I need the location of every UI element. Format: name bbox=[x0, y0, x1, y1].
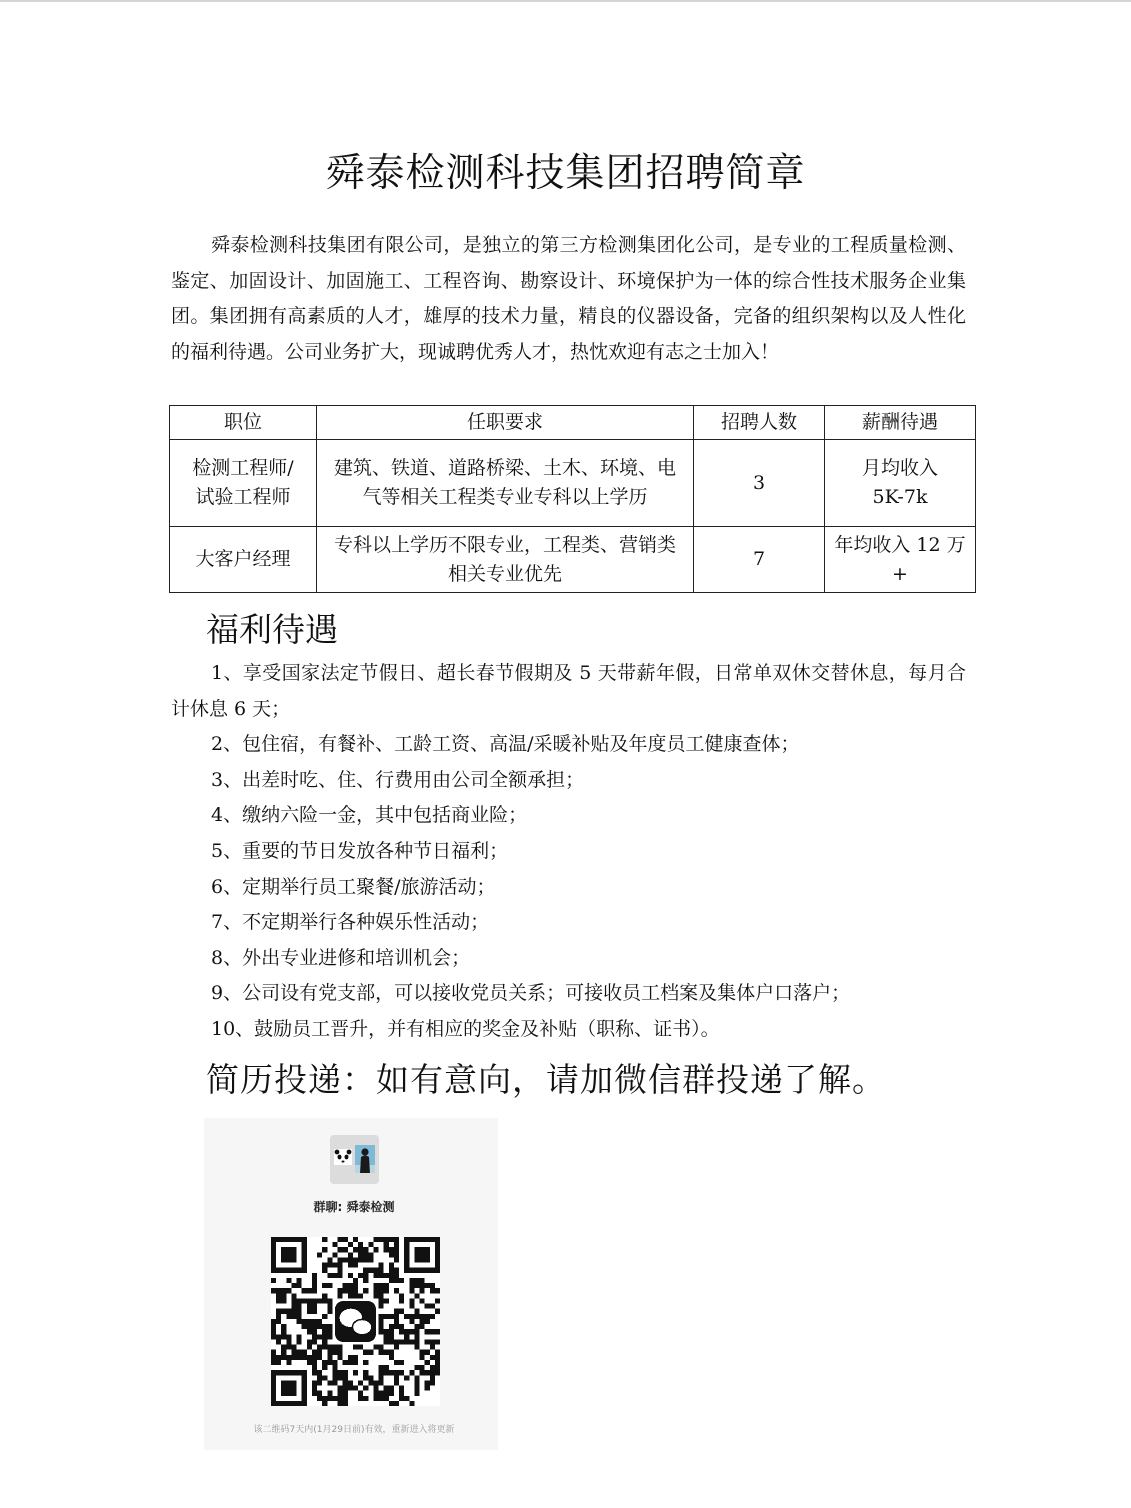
benefit-item: 2、包住宿，有餐补、工龄工资、高温/采暖补贴及年度员工健康查体； bbox=[211, 733, 800, 756]
cell-salary bbox=[825, 527, 976, 593]
qr-code[interactable] bbox=[271, 1237, 440, 1406]
header-position: 职位 bbox=[170, 406, 317, 440]
cell-position bbox=[170, 440, 317, 527]
cell-count: 7 bbox=[694, 527, 825, 593]
group-avatar bbox=[330, 1135, 379, 1184]
benefit-item: 10、鼓励员工晋升，并有相应的奖金及补贴（职称、证书）。 bbox=[211, 1017, 720, 1040]
salary-line: + bbox=[892, 562, 908, 585]
benefit-item: 4、缴纳六险一金，其中包括商业险； bbox=[211, 804, 528, 827]
qr-expiry-note: 该二维码7天内(1月29日前)有效，重新进入将更新 bbox=[253, 1425, 455, 1435]
header-salary: 薪酬待遇 bbox=[825, 406, 976, 440]
benefit-item: 9、公司设有党支部，可以接收党员关系；可接收员工档案及集体户口落户； bbox=[211, 982, 851, 1005]
intro-paragraph: 舜泰检测科技集团有限公司，是独立的第三方检测集团化公司，是专业的工程质量检测、鉴定、加固设计、加固施工、工程咨询、勘察设计、环境保护为一体的综合性技术服务企业集团。集团拥有高素质的人才，雄厚的技术力量，精良的仪器设备，完备的组织架构以及人性化的福利待遇。公司业务扩大，现诚聘优秀人才，热忱欢迎有志之士加入！ bbox=[171, 234, 966, 363]
benefit-item: 3、出差时吃、住、行费用由公司全额承担； bbox=[211, 768, 585, 791]
panda-icon bbox=[334, 1149, 352, 1165]
salary-line: 5K-7k bbox=[872, 486, 928, 508]
benefits-list bbox=[171, 656, 966, 1048]
jobs-table bbox=[169, 405, 976, 593]
table-row bbox=[170, 440, 976, 527]
group-name: 群聊: 舜泰检测 bbox=[313, 1200, 395, 1214]
resume-submission-line: 简历投递：如有意向，请加微信群投递了解。 bbox=[206, 1060, 886, 1099]
position-line: 检测工程师/ bbox=[192, 457, 294, 479]
header-requirement: 任职要求 bbox=[317, 406, 694, 440]
cell-count: 3 bbox=[694, 440, 825, 527]
cell-requirement: 建筑、铁道、道路桥梁、土木、环境、电气等相关工程类专业专科以上学历 bbox=[317, 440, 694, 527]
benefit-item: 6、定期举行员工聚餐/旅游活动； bbox=[211, 875, 496, 898]
position-line: 试验工程师 bbox=[195, 486, 291, 508]
cell-salary bbox=[825, 440, 976, 527]
top-border bbox=[0, 0, 1131, 2]
benefit-item: 8、外出专业进修和培训机会； bbox=[211, 946, 471, 969]
wechat-group-qr-card bbox=[204, 1118, 498, 1450]
benefit-item: 1、享受国家法定节假日、超长春节假期及 5 天带薪年假，日常单双休交替休息，每月合计休息 6 天； bbox=[171, 662, 966, 720]
person-icon bbox=[355, 1145, 375, 1173]
page-title: 舜泰检测科技集团招聘简章 bbox=[325, 151, 806, 196]
benefit-item: 7、不定期举行各种娱乐性活动； bbox=[211, 911, 490, 934]
benefits-heading: 福利待遇 bbox=[206, 610, 338, 649]
header-count: 招聘人数 bbox=[694, 406, 825, 440]
table-header-row bbox=[170, 406, 976, 440]
salary-line: 年均收入 12 万 bbox=[834, 533, 966, 556]
wechat-bubble bbox=[352, 1319, 371, 1334]
salary-line: 月均收入 bbox=[861, 457, 938, 479]
benefit-item: 5、重要的节日发放各种节日福利； bbox=[211, 839, 509, 862]
table-row bbox=[170, 527, 976, 593]
cell-requirement: 专科以上学历不限专业，工程类、营销类相关专业优先 bbox=[317, 527, 694, 593]
cell-position: 大客户经理 bbox=[170, 527, 317, 593]
